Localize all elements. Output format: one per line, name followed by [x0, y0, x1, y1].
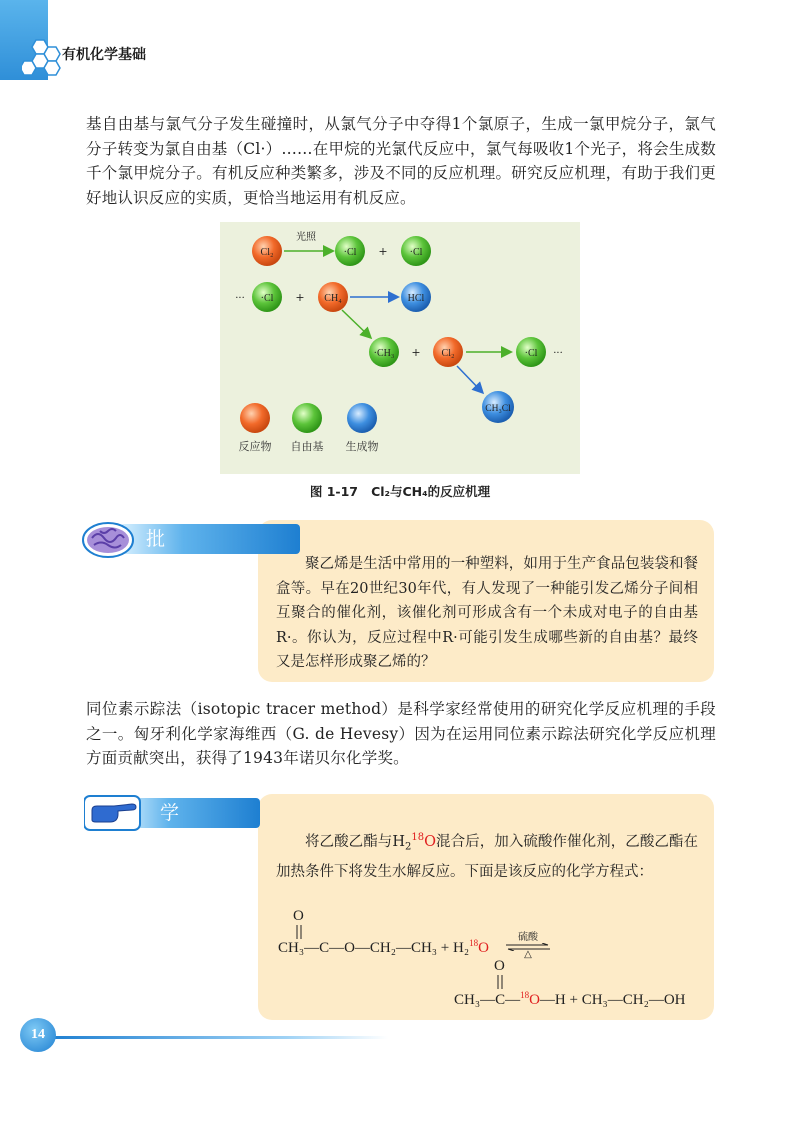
double-bond-2 — [494, 975, 506, 989]
equation-product-o: O — [529, 992, 540, 1008]
cl2-label: Cl₂ — [260, 247, 274, 258]
figure-caption-number: 图 1-17 — [309, 484, 359, 499]
ellipsis: ··· — [553, 348, 563, 359]
ch3-radical-label: ·CH₃ — [373, 348, 395, 359]
apply-text — [276, 826, 698, 885]
apply-box — [258, 794, 714, 1020]
double-bond-1 — [293, 925, 305, 939]
cl-radical-label: ·Cl — [409, 247, 423, 258]
equation-reactants — [278, 938, 489, 957]
page-number: 14 — [20, 1018, 56, 1052]
apply-text-sup: 18 — [411, 832, 425, 843]
ch4-label: CH₄ — [324, 293, 342, 304]
reaction-mechanism-figure — [220, 222, 580, 474]
arrow-to-ch3cl — [457, 366, 482, 392]
legend-reactant-sphere — [240, 403, 270, 433]
critical-thinking-box — [258, 520, 714, 682]
apply-text-before: 将乙酸乙酯与H — [305, 833, 405, 850]
arrow-to-ch3 — [342, 310, 370, 337]
equation-product-sup: 18 — [520, 990, 530, 1000]
figure-caption — [0, 482, 800, 500]
cl-radical-label: ·Cl — [343, 247, 357, 258]
pointing-hand-icon — [84, 792, 142, 832]
critical-thinking-text: 聚乙烯是生活中常用的一种塑料，如用于生产食品包装袋和餐盒等。早在20世纪30年代，有人发现了一种能引发乙烯分子间相互聚合的催化剂，该催化剂可形成含有一个未成对电子的自由基R·。你认为，反应过程中R·可能引发生成哪些新的自由基？最终又是怎样形成聚乙烯的？ — [276, 556, 698, 670]
plus-sign: + — [411, 346, 421, 359]
paragraph-intro: 基自由基与氯气分子发生碰撞时，从氯气分子中夺得1个氯原子，生成一氯甲烷分子，氯气分子转变为氯自由基（Cl·）……在甲烷的光氯代反应中，氯气每吸收1个光子，将会生成数千个氯甲烷分子。有机反应种类繁多，涉及不同的反应机理。研究反应机理，有助于我们更好地认识反应的实质，更恰当地运用有机反应。 — [86, 115, 716, 207]
apply-text-sub: 2 — [404, 841, 412, 853]
light-label: 光照 — [296, 232, 316, 243]
legend-radical-sphere — [292, 403, 322, 433]
brain-icon — [80, 520, 136, 560]
legend-product-label: 生成物 — [345, 440, 379, 453]
paragraph-isotope: 同位素示踪法（isotopic tracer method）是科学家经常使用的研究化学反应机理的手段之一。匈牙利化学家海维西（G. de Hevesy）因为在运用同位素示踪法研究化学反应机理方面贡献突出，获得了1943年诺贝尔化学奖。 — [86, 700, 716, 767]
equation-products — [454, 990, 686, 1009]
cl2-label: Cl₂ — [441, 348, 455, 359]
apply-text-o: O — [424, 833, 436, 850]
ch3cl-label: CH₃Cl — [485, 404, 511, 414]
hexagon-logo-icon — [22, 38, 66, 78]
equation-reactant-sup: 18 — [469, 938, 479, 948]
header-title: 有机化学基础 — [62, 47, 146, 63]
apply-text-after: 混合后，加入硫酸作催化剂，乙酸乙酯在加热条件下将发生水解反应。下面是该反应的化学方程式： — [276, 833, 698, 881]
hcl-label: HCl — [407, 293, 425, 304]
equation-carbonyl-o-1: O — [293, 908, 304, 924]
footer-line — [48, 1036, 388, 1039]
cl-radical-label: ·Cl — [524, 348, 538, 359]
equation-reactant-o: O — [478, 940, 489, 956]
plus-sign: + — [295, 291, 305, 304]
legend-product-sphere — [347, 403, 377, 433]
legend-radical-label: 自由基 — [290, 440, 324, 453]
equation-product-left: CH₃—C— — [454, 992, 521, 1008]
plus-sign: + — [378, 245, 388, 258]
ellipsis: ··· — [235, 293, 245, 304]
equation-reactant-left: CH₃—C—O—CH₂—CH₃ + H₂ — [278, 940, 470, 956]
legend-reactant-label: 反应物 — [238, 440, 272, 453]
equation-carbonyl-o-2: O — [494, 958, 505, 974]
cl-radical-label: ·Cl — [260, 293, 274, 304]
equation-heat-condition: △ — [524, 949, 532, 960]
apply-title: 学以致用 — [160, 802, 181, 914]
equation-product-right: —H + CH₃—CH₂—OH — [539, 992, 686, 1008]
equation-catalyst: 硫酸 — [518, 932, 538, 943]
figure-caption-text: Cl₂与CH₄的反应机理 — [371, 484, 491, 499]
mechanism-diagram — [220, 222, 580, 474]
critical-thinking-title: 批判性思维 — [146, 528, 167, 670]
